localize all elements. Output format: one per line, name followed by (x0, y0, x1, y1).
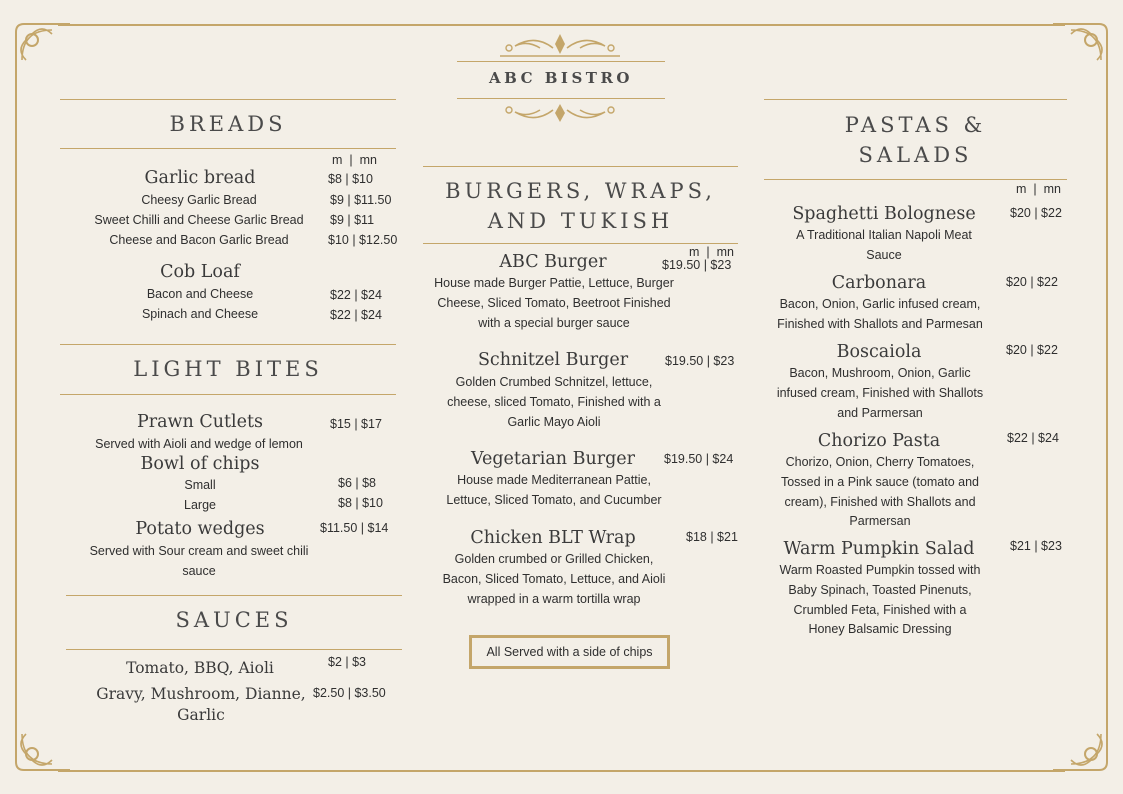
cob-item-name: Spinach and Cheese (141, 307, 259, 321)
pastas-rule-top (764, 99, 1067, 100)
garlic-bread-name: Garlic bread (144, 168, 256, 188)
sauces-rule-bottom (66, 649, 402, 650)
sauce-item-name: Gravy, Mushroom, Dianne, Garlic (96, 685, 306, 724)
breads-rule-top (60, 99, 396, 100)
potato-wedges-price: $11.50 | $14 (320, 521, 389, 535)
light-bites-title: LIGHT BITES (133, 357, 323, 381)
cob-item-price: $22 | $24 (330, 308, 382, 322)
bread-item-name: Cheesy Garlic Bread (141, 193, 257, 207)
brand-ornament-top (495, 30, 625, 60)
burgers-title: BURGERS, WRAPS, AND TUKISH (445, 179, 716, 233)
chorizo-pasta-price: $22 | $24 (1007, 431, 1059, 445)
sauce-item-price: $2 | $3 (328, 655, 367, 669)
carbonara-desc: Bacon, Onion, Garlic infused cream, Finished with Shallots and Parmesan (777, 297, 983, 331)
sauces-rule-top (66, 595, 402, 596)
frame-right-border (1106, 78, 1108, 716)
sauce-item-price: $2.50 | $3.50 (313, 686, 386, 700)
warm-pumpkin-salad-desc: Warm Roasted Pumpkin tossed with Baby Spinach, Toasted Pinenuts, Crumbled Feta, Finished with a Honey Balsamic Dressing (779, 563, 981, 637)
prawn-cutlets-name: Prawn Cutlets (136, 412, 264, 432)
garlic-bread-price: $8 | $10 (328, 172, 373, 186)
pastas-rule-bottom (764, 179, 1067, 180)
brand-rule-bottom (457, 98, 665, 99)
abc-burger-desc: House made Burger Pattie, Lettuce, Burger Cheese, Sliced Tomato, Beetroot Finished with a special burger sauce (434, 276, 674, 330)
bread-item-price: $10 | $12.50 (328, 233, 398, 247)
chicken-blt-wrap-price: $18 | $21 (686, 530, 738, 544)
corner-ornament-bottom-left (12, 714, 72, 774)
warm-pumpkin-salad-price: $21 | $23 (1010, 539, 1062, 553)
prawn-cutlets-price: $15 | $17 (330, 417, 382, 431)
vegetarian-burger-price: $19.50 | $24 (664, 452, 734, 466)
burgers-size-header: m | mn (689, 245, 734, 259)
spaghetti-bolognese-desc: A Traditional Italian Napoli Meat Sauce (796, 228, 972, 262)
breads-rule-bottom (60, 148, 396, 149)
boscaiola-name: Boscaiola (836, 342, 922, 362)
light-bites-rule-bottom (60, 394, 396, 395)
warm-pumpkin-salad-name: Warm Pumpkin Salad (783, 539, 975, 559)
chips-small-label: Small (184, 478, 216, 492)
chicken-blt-wrap-name: Chicken BLT Wrap (470, 528, 636, 548)
bread-item-name: Sweet Chilli and Cheese Garlic Bread (94, 213, 304, 227)
abc-burger-name: ABC Burger (499, 252, 607, 272)
bowl-of-chips-name: Bowl of chips (140, 454, 260, 474)
bread-item-price: $9 | $11 (330, 213, 375, 227)
corner-ornament-top-left (12, 20, 72, 80)
spaghetti-bolognese-price: $20 | $22 (1010, 206, 1062, 220)
chips-small-price: $6 | $8 (338, 476, 377, 490)
sauces-title: SAUCES (175, 608, 293, 632)
brand-ornament-bottom (495, 100, 625, 126)
cob-item-price: $22 | $24 (330, 288, 382, 302)
spaghetti-bolognese-name: Spaghetti Bolognese (792, 204, 976, 224)
carbonara-name: Carbonara (831, 273, 927, 293)
prawn-cutlets-desc: Served with Aioli and wedge of lemon (95, 437, 303, 451)
vegetarian-burger-desc: House made Mediterranean Pattie, Lettuce, Sliced Tomato, and Cucumber (446, 473, 662, 507)
bread-item-name: Cheese and Bacon Garlic Bread (109, 233, 289, 247)
burgers-rule-top (423, 166, 738, 167)
sauce-item-name: Tomato, BBQ, Aioli (126, 659, 274, 677)
chicken-blt-wrap-desc: Golden crumbed or Grilled Chicken, Bacon, Sliced Tomato, Lettuce, and Aioli wrapped in a warm tortilla wrap (442, 552, 666, 606)
breads-size-header: m | mn (332, 153, 377, 167)
carbonara-price: $20 | $22 (1006, 275, 1058, 289)
schnitzel-burger-desc: Golden Crumbed Schnitzel, lettuce, cheese, sliced Tomato, Finished with a Garlic Mayo Aioli (447, 375, 661, 429)
cob-item-name: Bacon and Cheese (146, 287, 254, 301)
corner-ornament-top-right (1051, 20, 1111, 80)
chorizo-pasta-name: Chorizo Pasta (817, 431, 941, 451)
frame-bottom-border (58, 770, 1065, 772)
pastas-title: PASTAS & SALADS (844, 113, 987, 167)
potato-wedges-desc: Served with Sour cream and sweet chili sauce (89, 544, 309, 578)
frame-top-border (58, 24, 1065, 26)
cob-loaf-name: Cob Loaf (160, 262, 240, 282)
light-bites-rule-top (60, 344, 396, 345)
frame-left-border (15, 78, 17, 716)
boscaiola-price: $20 | $22 (1006, 343, 1058, 357)
schnitzel-burger-price: $19.50 | $23 (665, 354, 735, 368)
chips-large-label: Large (184, 498, 216, 512)
breads-title: BREADS (169, 112, 287, 136)
pastas-size-header: m | mn (1016, 182, 1061, 196)
burgers-rule-bottom (423, 243, 738, 244)
chorizo-pasta-desc: Chorizo, Onion, Cherry Tomatoes, Tossed in a Pink sauce (tomato and cream), Finished with Shallots and Parmersan (780, 455, 980, 529)
chips-large-price: $8 | $10 (338, 496, 383, 510)
schnitzel-burger-name: Schnitzel Burger (477, 350, 629, 370)
abc-burger-price: $19.50 | $23 (662, 258, 732, 272)
brand-name: ABC BISTRO (489, 69, 633, 87)
chips-side-note: All Served with a side of chips (469, 635, 670, 669)
brand-rule-top (457, 61, 665, 62)
boscaiola-desc: Bacon, Mushroom, Onion, Garlic infused cream, Finished with Shallots and Parmersan (776, 366, 984, 420)
potato-wedges-name: Potato wedges (135, 519, 265, 539)
vegetarian-burger-name: Vegetarian Burger (470, 449, 636, 469)
bread-item-price: $9 | $11.50 (330, 193, 392, 207)
corner-ornament-bottom-right (1051, 714, 1111, 774)
